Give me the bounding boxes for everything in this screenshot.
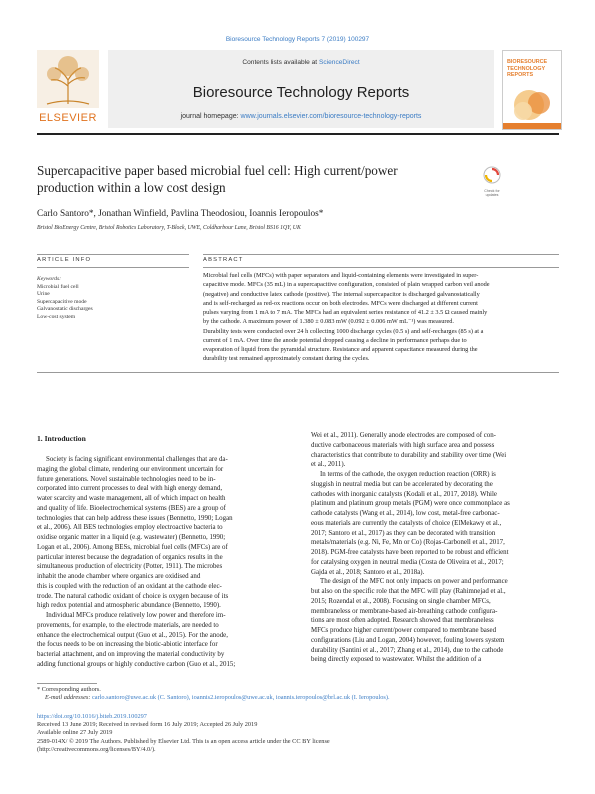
cover-line-1: BIORESOURCE [507, 59, 548, 65]
publication-info [37, 713, 330, 754]
keyword: Microbial fuel cell [37, 283, 79, 290]
corresponding-note: * Corresponding authors. [37, 686, 101, 693]
body-line: eous materials are currently the catalysts of choice (ElMekawy et al., [311, 519, 502, 527]
body-line: but also on the specific role that the MFC will play (Rahimnejad et al., [311, 588, 506, 595]
body-line: platinum and platinum group metals (PGM) were once commonplace as [311, 500, 510, 508]
cover-artwork-icon [503, 83, 561, 129]
body-line: The design of the MFC not only impacts on power and performance [320, 578, 508, 586]
email-addresses[interactable]: carlo.santoro@uwe.ac.uk (C. Santoro), ioannis2.ieropoulos@uwe.ac.uk, ioannis.ieropoulos@brl.ac.uk (I. Ieropoulos). [92, 694, 390, 701]
abstract-heading: ABSTRACT [203, 257, 244, 263]
body-line: MFCs produce higher current/power compared to membrane based [311, 627, 497, 634]
body-line: characteristics that contribute to durability and stability over time (Wei [311, 451, 507, 459]
body-line: et al., 2011). [311, 461, 346, 469]
abstract-rule-mid [203, 267, 559, 268]
elsevier-logo [37, 50, 99, 124]
body-line: maging the global climate, rendering our environment uncertain for [37, 465, 224, 473]
body-line: particular interest because the degradation of organics results in the [37, 553, 223, 561]
email-label: E-mail addresses: [45, 694, 91, 701]
body-line: Logan et al., 2006). Among BESs, microbial fuel cells (MFCs) are of [37, 543, 228, 551]
body-line: Individual MFCs produce relatively low power and therefore im- [46, 612, 226, 619]
received-dates: Received 13 June 2019; Received in revised form 16 July 2019; Accepted 26 July 2019 [37, 721, 258, 729]
body-line: et al., 2006). All BES technologies employ electroactive bacteria to [37, 524, 223, 532]
check-updates-icon [483, 166, 501, 184]
body-line: cathodes with inorganic catalysts (Kodali et al., 2017, 2018). While [311, 490, 497, 498]
journal-reference[interactable]: Bioresource Technology Reports 7 (2019) 100297 [225, 36, 370, 43]
affiliation: Bristol BioEnergy Centre, Bristol Robotics Laboratory, T-Block, UWE, Coldharbour Lane, Bristol BS16 1QY, UK [37, 225, 301, 231]
abstract-line: and is self-recharged as red-ox reactions occur on both electrodes. MFCs were discharged at different current [203, 299, 478, 307]
journal-cover [502, 50, 562, 130]
article-info-rule-top [37, 254, 189, 255]
homepage-prefix: journal homepage: [180, 113, 239, 120]
header-rule [37, 133, 559, 135]
body-line: 2018). PGM-free catalysts have been reported to be robust and efficient [311, 549, 509, 556]
body-line: for catalysing oxygen in neutral media (Costa de Oliveira et al., 2017; [311, 558, 504, 566]
body-line: Wei et al., 2011). Generally anode electrodes are composed of con- [311, 432, 496, 439]
article-info-rule-mid [37, 267, 189, 268]
cover-line-3: REPORTS [507, 72, 534, 79]
abstract-line: durability test remained approximately constant during the cycles. [203, 355, 370, 363]
email-line [45, 694, 390, 702]
doi-link[interactable]: https://doi.org/10.1016/j.biteb.2019.100297 [37, 713, 147, 720]
body-line: and quality of life. Bioelectrochemical systems (BES) are a group of [37, 504, 226, 512]
license-line-2: (http://creativecommons.org/licenses/BY/4.0/). [37, 745, 156, 753]
abstract-line: evaporation of liquid from the pyramidal structure. Resistance and apparent capacitance measured during the [203, 346, 478, 353]
publisher-name: ELSEVIER [39, 112, 97, 124]
abstract-line: Durability tests were conducted over 24 h collecting 1000 discharge cycles (0.5 s) and self-recharges (85 s) at a [203, 327, 484, 335]
journal-title[interactable]: Bioresource Technology Reports [192, 84, 410, 101]
body-line: durability (Santini et al., 2017; Zhang et al., 2014), due to the cathode [311, 646, 504, 654]
body-line: ductive carbonaceous materials with high surface area and possess [311, 441, 495, 449]
body-line: configurations (Liu and Logan, 2004) however, fouling lowers system [311, 636, 505, 644]
author-list[interactable]: Carlo Santoro*, Jonathan Winfield, Pavlina Theodosiou, Ioannis Ieropoulos* [37, 209, 324, 219]
body-line: simultaneous production of electricity (Potter, 1911). The microbes [37, 563, 223, 571]
available-online: Available online 27 July 2019 [37, 729, 113, 737]
abstract-rule-bottom [37, 372, 559, 373]
journal-header-band [108, 50, 494, 128]
keywords-block [37, 276, 93, 321]
badge-line-1: Check for [484, 189, 500, 193]
body-line: cathode catalysts (Wang et al., 2014), low cost, metal-free carbonac- [311, 510, 500, 517]
article-info-heading: ARTICLE INFO [37, 257, 92, 263]
body-line: enhance the electrochemical output (Guo et al., 2015). For the anode, [37, 631, 228, 639]
body-line: Gajda et al., 2018; Santoro et al., 2018a). [311, 568, 425, 576]
contents-prefix: Contents lists available at [242, 59, 318, 66]
keyword: Low-cost system [37, 313, 76, 320]
body-line: corporated into current processes to deal with high energy demand, [37, 485, 223, 493]
abstract-rule-top [203, 254, 559, 255]
body-line: In terms of the cathode, the oxygen reduction reaction (ORR) is [320, 471, 496, 478]
body-line: tions are most often adopted. Research showed that membraneless [311, 617, 494, 625]
body-line: future generations. Novel sustainable technologies need to be in- [37, 475, 216, 483]
cover-line-2: TECHNOLOGY [507, 65, 546, 72]
keyword: Urine [37, 291, 50, 297]
elsevier-tree-icon [37, 50, 99, 108]
abstract-line: (negative) and conductive latex cathode (positive). The internal supercapacitor is discharged galvanostatically [203, 290, 480, 298]
abstract-body [203, 271, 559, 364]
title-line-2: production within a low cost design [37, 180, 226, 195]
article-title [37, 162, 477, 196]
body-line: adding functional groups or highly conductive carbon (Guo et al., 2015; [37, 660, 236, 668]
abstract-line: by the cathode. A maximum power of 1.380 ± 0.083 mW (0.092 ± 0.006 mW mL⁻¹) was measured. [203, 318, 454, 326]
body-line: high redox potential and atmospheric abundance (Bennetto, 1990). [37, 602, 221, 610]
title-line-1: Supercapacitive paper based microbial fuel cell: High current/power [37, 163, 398, 178]
sciencedirect-link[interactable]: ScienceDirect [318, 59, 360, 66]
intro-left-column [37, 455, 284, 670]
body-line: inhabit the anode chamber where organics are oxidised and [37, 573, 201, 580]
body-line: 2015; Rozendal et al., 2008). Focusing on single chamber MFCs, [311, 597, 491, 605]
body-line: oxidise organic matter in a liquid (e.g. wastewater) (Bennetto, 1990; [37, 534, 226, 541]
body-line: bacterial attachment, and on improving the material conductivity by [37, 651, 225, 658]
abstract-line: current of 1 mA. Over time the anode potential dropped causing a decline in performance perhaps due to [203, 336, 467, 344]
body-line: this is coupled with the reduction of an oxidant at the cathode elec- [37, 582, 222, 590]
badge-line-2: updates [485, 193, 499, 197]
keyword: Galvanostatic discharges [37, 306, 93, 312]
abstract-line: Microbial fuel cells (MFCs) with paper separators and liquid-containing elements were investigated in super- [203, 272, 479, 279]
body-line: metals/materials (e.g. Ni, Fe, Mn or Co) (Rojas-Carbonell et al., 2017, [311, 539, 505, 547]
body-line: provements, for example, to the electrode materials, are needed to [37, 621, 219, 629]
license-line-1: 2589-014X/ © 2019 The Authors. Published by Elsevier Ltd. This is an open access article under the CC BY license [37, 737, 330, 745]
body-line: the focus needs to be on increasing the biotic-abiotic interface for [37, 641, 218, 649]
abstract-line: pulses varying from 1 mA to 7 mA. The MFCs had an equivalent series resistance of 41.2 ± 3.5 Ω caused mainly [203, 309, 488, 316]
body-line: water scarcity and waste management, all of which impact on health [37, 495, 226, 502]
body-line: being directly exposed to wastewater. Whilst the addition of a [311, 656, 482, 664]
abstract-line: capacitive mode. MFCs (35 mL) in a supercapacitive configuration, consisted of plain wrapped carbon veil anode [203, 281, 490, 289]
intro-right-column [311, 431, 559, 665]
body-line: 2017; Santoro et al., 2017) as they can be decorated with transition [311, 529, 496, 537]
keyword: Supercapacitive mode [37, 298, 87, 305]
check-for-updates-badge[interactable] [478, 166, 506, 202]
body-line: membraneless or membrane-based air-breathing cathode configura- [311, 607, 498, 615]
body-line: technologies that can help address these issues (Bennetto, 1990; Logan [37, 514, 233, 522]
body-line: trode. The natural cathodic oxidant of choice is oxygen because of its [37, 592, 229, 600]
footnote-rule [37, 683, 97, 684]
body-line: sluggish in neutral media but can be accelerated by decorating the [311, 480, 493, 488]
keywords-label: Keywords: [37, 276, 62, 282]
homepage-link[interactable]: www.journals.elsevier.com/bioresource-technology-reports [240, 113, 422, 120]
body-line: Society is facing significant environmental challenges that are da- [46, 456, 228, 463]
section-heading-introduction: 1. Introduction [37, 434, 86, 443]
